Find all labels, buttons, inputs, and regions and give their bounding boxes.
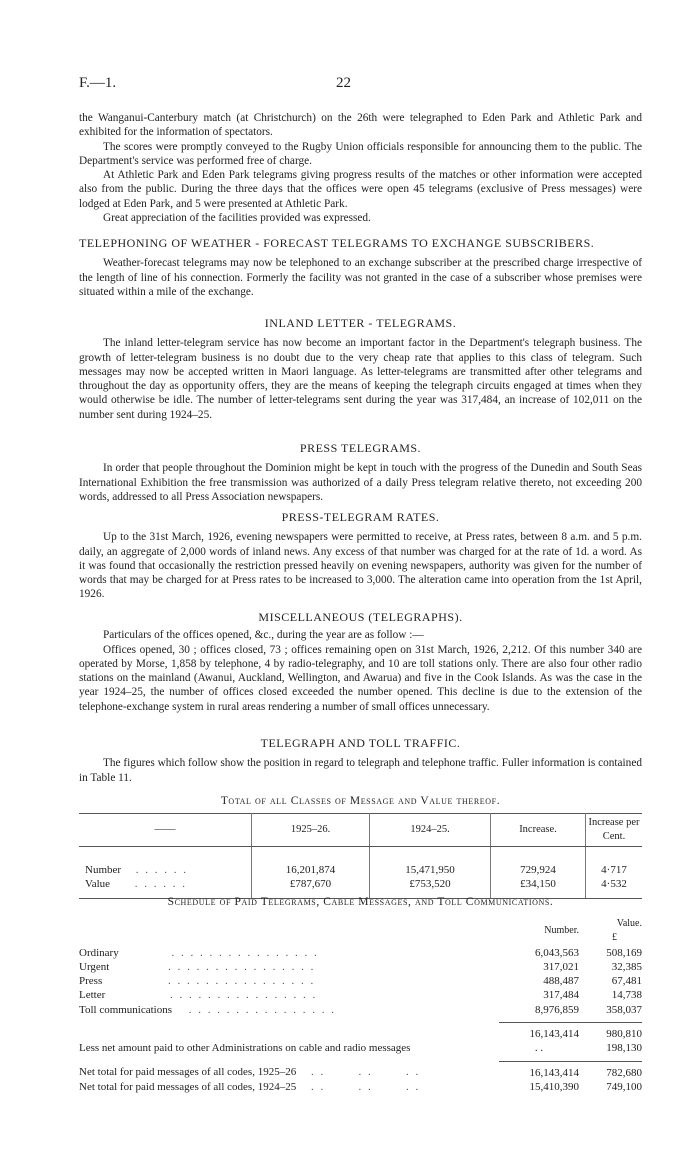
paragraph: In order that people throughout the Dominion might be kept in touch with the progress of the Dunedin and South Seas International Exhibition the free transmission was authorized of a daily Press telegram relative thereto, not exceeding 200 words, addressed to all Press Association newspapers. (79, 462, 642, 503)
net-total-row: Net total for paid messages of all codes, 1925–26 . . . . . . 16,143,414 782,680 (79, 1061, 642, 1080)
table-row (79, 1041, 642, 1055)
row-label: Urgent (79, 960, 110, 973)
leader-dots: . . . . . . (135, 864, 189, 876)
section-inland-letter-telegrams (79, 316, 642, 422)
section-heading: INLAND LETTER - TELEGRAMS. (264, 316, 457, 330)
paragraph: Up to the 31st March, 1926, evening newspapers were permitted to receive, at Press rates, between 8 a.m. and 5 p.m. daily, an aggregate of 2,000 words of inland news. Any excess of that number was charged for at the rate of 1d. a word. As it was found that occasionally the restriction pressed heavily on evening newspapers, authority was given for the number of words that may be charged for at Press rates to be increased to 3,000. The alteration came into operation from the 1st April, 1926. (79, 531, 642, 601)
column-header: Number. (544, 925, 579, 937)
leader-dots: . . . . . . . . . . . . . . . . (168, 960, 316, 973)
cell: 67,481 (611, 975, 642, 988)
net-total-row: Net total for paid messages of all codes, 1924–25 . . . . . . 15,410,390 749,100 (79, 1080, 642, 1093)
subtotal-row (79, 1023, 642, 1042)
row-label: Net total for paid messages of all codes, 1925–26 (79, 1066, 297, 1079)
row-label: Press (79, 975, 103, 988)
column-header: —— (79, 814, 252, 847)
cell: £787,670 (252, 877, 370, 898)
cell: 317,484 (543, 989, 579, 1002)
table-header-row (79, 917, 642, 946)
cell: £753,520 (370, 877, 491, 898)
column-header: Increase per Cent. (586, 814, 643, 847)
paragraph: Offices opened, 30 ; offices closed, 73 ; offices remaining open on 31st March, 1926, 2,212. Of this number 340 are operated by Morse, 1,858 by telephone, 4 by radio-telegraphy, and 10 are toll stations only. There are also four other radio stations on the mainland (Awanui, Auckland, Wellington, and Awarua) and five in the Cook Islands. As was the case in the year 1924–25, the number of offices closed exceeded the number opened. This decline is due to the extension of the telephone-exchange system in rural areas rendering a number of small offices unnecessary. (79, 643, 642, 713)
paid-telegrams-schedule (79, 917, 642, 1094)
section-heading: PRESS-TELEGRAM RATES. (281, 510, 440, 524)
column-header: Increase. (491, 814, 586, 847)
section-press-telegram-rates (79, 510, 642, 602)
section-heading: PRESS TELEGRAMS. (299, 441, 422, 455)
cell: 729,924 (491, 863, 586, 877)
cell: 16,143,414 (499, 1023, 587, 1042)
cell: 508,169 (606, 946, 642, 959)
table-row (79, 960, 642, 974)
cell: 317,021 (543, 960, 579, 973)
leader-dots: . . . . . . . . . . . . . . . . (167, 975, 316, 988)
section-heading: TELEGRAPH AND TOLL TRAFFIC. (260, 736, 461, 750)
column-header: 1924–25. (370, 814, 491, 847)
table-row (79, 946, 642, 960)
leader-dots: . . . . . . (134, 878, 188, 891)
cell: 32,385 (611, 960, 642, 973)
section-miscellaneous (79, 610, 642, 714)
cell: £34,150 (491, 877, 586, 898)
cell: 749,100 (606, 1080, 642, 1093)
row-label: Toll communications (79, 1003, 173, 1016)
page-number: 22 (336, 75, 351, 91)
intro-block (79, 111, 642, 225)
row-label: Ordinary (79, 946, 119, 959)
row-label: Number (85, 864, 122, 876)
row-label: Value (85, 878, 111, 891)
row-label: Less net amount paid to other Administrations on cable and radio messages (79, 1042, 411, 1055)
section-telegraph-toll-traffic (79, 736, 642, 785)
cell: 198,130 (606, 1042, 642, 1055)
leader-dots: . . . . . . . . . . . . . . . . (171, 946, 319, 959)
section-heading: TELEPHONING OF WEATHER - FORECAST TELEGRAMS TO EXCHANGE SUBSCRIBERS. (79, 236, 595, 250)
cell: 15,471,950 (370, 863, 491, 877)
document-reference: F.—1. (79, 75, 117, 91)
leader-dots: . . . . . . . . . . . . . . . . (188, 1003, 337, 1016)
paragraph: The scores were promptly conveyed to the Rugby Union officials responsible for announcing them to the public. The Department's service was performed free of charge. (79, 140, 642, 167)
row-label: Letter (79, 989, 106, 1002)
paragraph: The inland letter-telegram service has now become an important factor in the Department's telegraph business. The growth of letter-telegram business is no doubt due to the very cheap rate that applies to this class of telegram. Such messages may now be accepted written in Maori language. As letter-telegrams are transmitted after other telegrams and throughout the day as opportunity offers, they are the means of keeping the telegraph circuits engaged at times when they would otherwise be idle. The number of letter-telegrams sent during the year was 317,484, an increase of 102,011 on the number sent during 1924–25. (79, 337, 642, 421)
paragraph: The figures which follow show the position in regard to telegraph and telephone traffic. Fuller information is contained in Table 11. (79, 757, 642, 784)
paragraph: Particulars of the offices opened, &c., during the year are as follow :— (103, 629, 424, 642)
table2-title: Schedule of Paid Telegrams, Cable Messages, and Toll Communications. (167, 896, 554, 908)
row-label: Net total for paid messages of all codes, 1924–25 (79, 1080, 297, 1093)
currency-unit: £ (612, 932, 617, 944)
cell: 15,410,390 (529, 1080, 579, 1093)
cell: 358,037 (606, 1003, 642, 1016)
cell: 6,043,563 (535, 946, 579, 959)
column-header: Value. (616, 918, 642, 929)
paragraph: the Wanganui-Canterbury match (at Christchurch) on the 26th were telegraphed to Eden Park and Athletic Park and exhibited for the information of spectators. (79, 112, 642, 139)
cell: 16,143,414 (499, 1061, 587, 1080)
section-heading: MISCELLANEOUS (TELEGRAPHS). (258, 610, 463, 624)
cell: 16,201,874 (252, 863, 370, 877)
cell: 4·717 (601, 864, 627, 876)
cell: 8,976,859 (535, 1003, 579, 1016)
cell: 488,487 (543, 975, 579, 988)
message-totals-table (79, 813, 642, 899)
cell: 782,680 (587, 1061, 642, 1080)
leader-dots: . . . . . . . . . . . . . . . . (170, 989, 318, 1002)
table-row (79, 1003, 642, 1017)
paragraph: Weather-forecast telegrams may now be telephoned to an exchange subscriber at the prescribed charge irrespective of the length of line of his connection. Formerly the facility was not granted in the case of a subscriber whose premises were situated within a mile of the exchange. (79, 257, 642, 298)
section-weather-forecast (79, 236, 642, 299)
table-row (79, 974, 642, 988)
paragraph: At Athletic Park and Eden Park telegrams giving progress results of the matches or other information were accepted also from the public. During the three days that the offices were open 45 telegrams (exclusive of Press messages) were lodged at Eden Park, and 5 were presented at Athletic Park. (79, 169, 642, 210)
cell: 4·532 (586, 877, 643, 898)
section-press-telegrams (79, 441, 642, 504)
cell: . . (534, 1042, 544, 1055)
cell: 980,810 (587, 1023, 642, 1042)
column-header: 1925–26. (252, 814, 370, 847)
table-row (79, 863, 642, 877)
cell: 14,738 (611, 989, 642, 1002)
paragraph: Great appreciation of the facilities provided was expressed. (103, 212, 371, 225)
table1-title: Total of all Classes of Message and Value thereof. (220, 795, 501, 807)
table-row (79, 988, 642, 1002)
table-header-row (79, 814, 642, 847)
